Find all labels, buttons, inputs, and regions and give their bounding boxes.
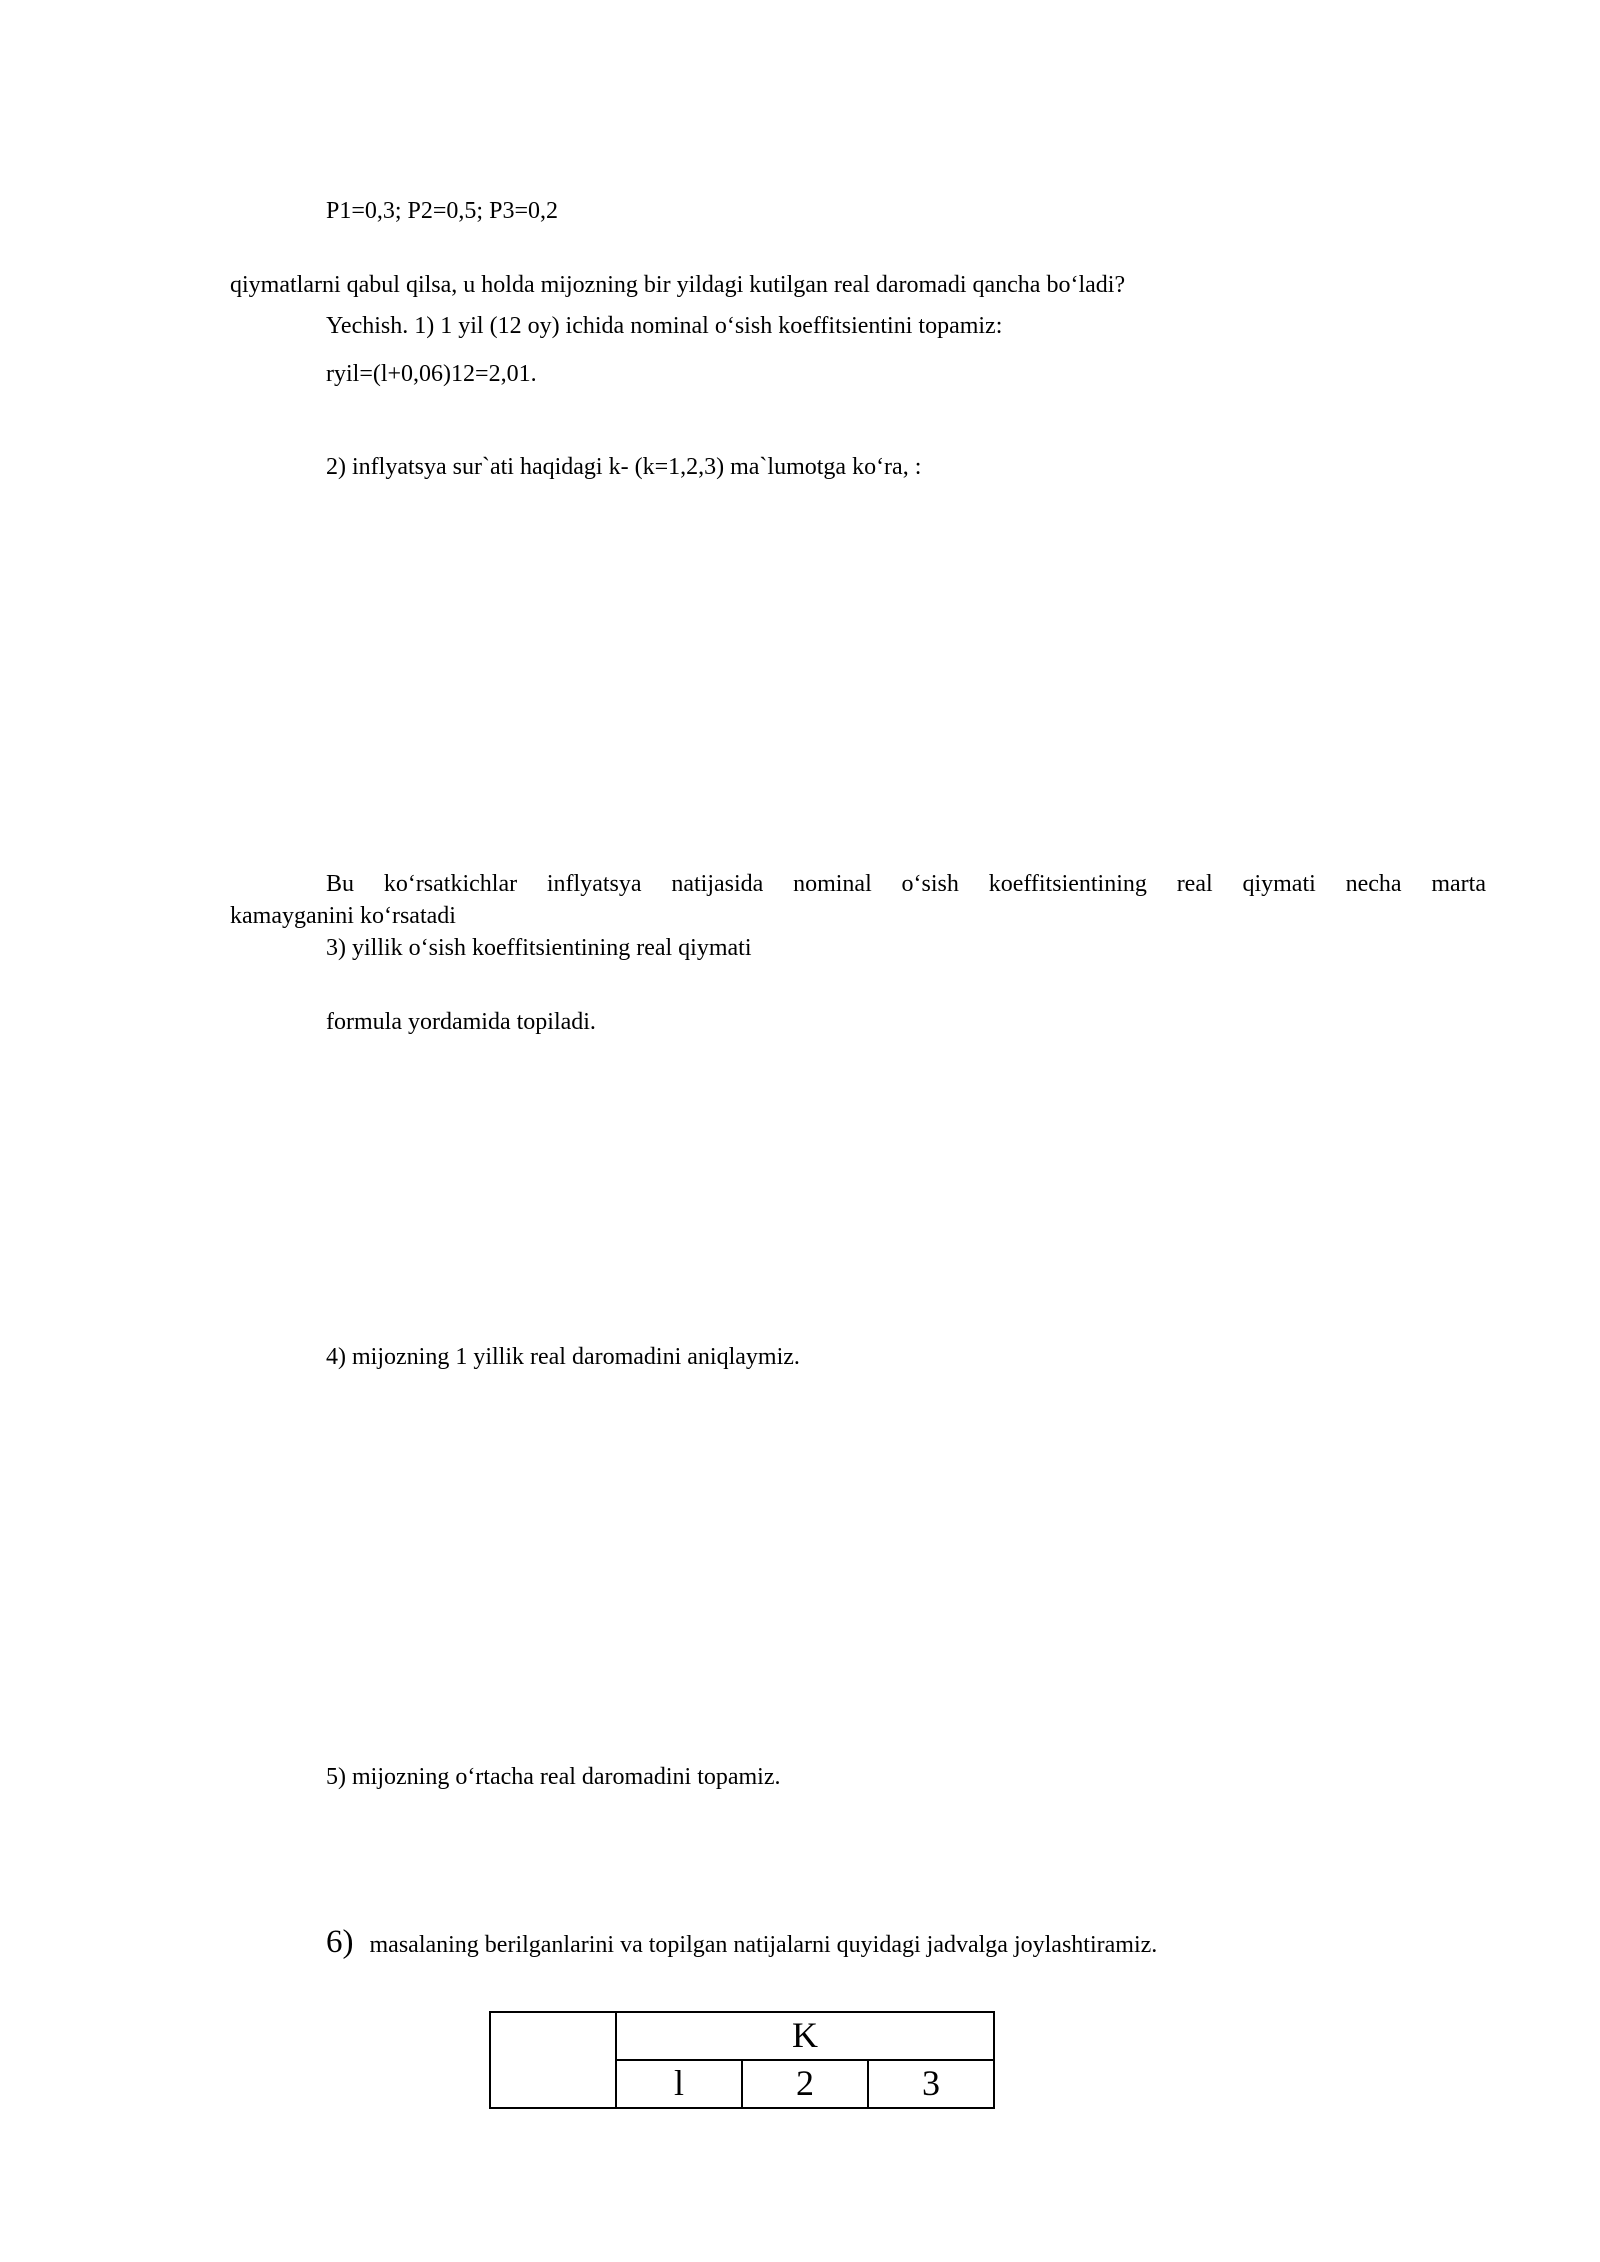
para-word: marta xyxy=(1431,871,1486,897)
para-word: koeffitsientining xyxy=(988,871,1147,897)
question-line: qiymatlarni qabul qilsa, u holda mijozning bir yildagi kutilgan real daromadi qancha bo‘ladi? xyxy=(230,272,1126,298)
table-row xyxy=(490,2012,994,2060)
para-word: real xyxy=(1176,871,1213,897)
table-col-header: 3 xyxy=(868,2060,994,2108)
paragraph-continuation: kamayganini ko‘rsatadi xyxy=(230,903,456,929)
para-word: necha xyxy=(1345,871,1402,897)
formula-ryil: ryil=(l+0,06)12=2,01. xyxy=(326,361,537,387)
step3-continuation: formula yordamida topiladi. xyxy=(326,1009,596,1035)
results-table xyxy=(489,2011,995,2109)
step2-line: 2) inflyatsya sur`ati haqidagi k- (k=1,2,3) ma`lumotga ko‘ra, : xyxy=(326,454,922,480)
step6-line xyxy=(326,1923,1157,1963)
step3-line: 3) yillik o‘sish koeffitsientining real qiymati xyxy=(326,935,752,961)
table-col-header: 2 xyxy=(742,2060,868,2108)
para-word: ko‘rsatkichlar xyxy=(383,871,518,897)
para-word: qiymati xyxy=(1242,871,1316,897)
para-word: nominal xyxy=(793,871,872,897)
paragraph-first-line xyxy=(326,870,1486,899)
para-word: inflyatsya xyxy=(546,871,642,897)
para-word: natijasida xyxy=(671,871,764,897)
table-corner-cell xyxy=(490,2012,616,2108)
step6-number: 6) xyxy=(326,1924,354,1960)
para-word: Bu xyxy=(326,871,355,897)
para-word: o‘sish xyxy=(901,871,959,897)
p-values-line: P1=0,3; P2=0,5; P3=0,2 xyxy=(326,198,558,224)
step6-text: masalaning berilganlarini va topilgan natijalarni quyidagi jadvalga joylashtiramiz. xyxy=(369,1932,1158,1958)
solution-step1: Yechish. 1) 1 yil (12 oy) ichida nominal o‘sish koeffitsientini topamiz: xyxy=(326,313,1003,339)
table-col-header: l xyxy=(616,2060,742,2108)
table-header-k: K xyxy=(616,2012,994,2060)
step4-line: 4) mijozning 1 yillik real daromadini aniqlaymiz. xyxy=(326,1344,800,1370)
step5-line: 5) mijozning o‘rtacha real daromadini topamiz. xyxy=(326,1764,781,1790)
